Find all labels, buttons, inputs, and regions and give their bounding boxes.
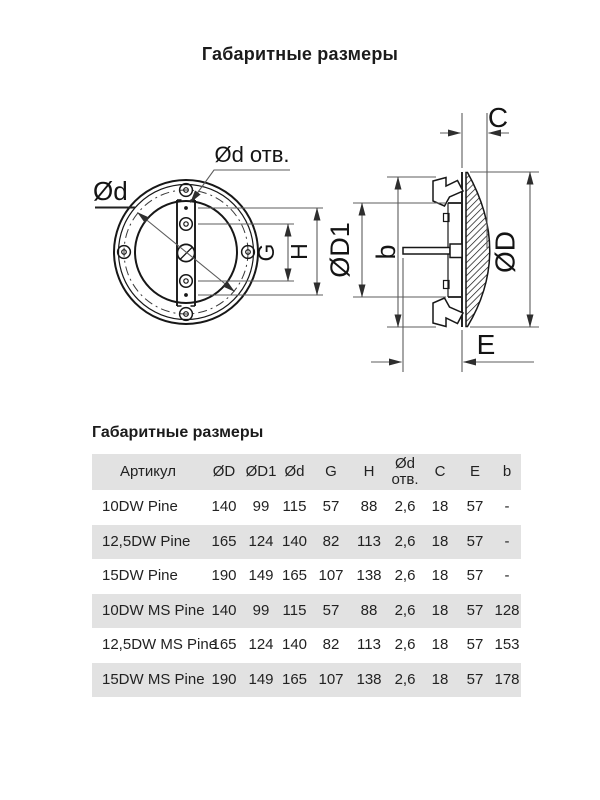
value-cell: 99 <box>252 601 270 619</box>
value-cell: 82 <box>322 636 340 653</box>
table-heading: Габаритные размеры <box>92 424 264 441</box>
column-header: ØD <box>212 462 236 480</box>
front-g-label: G <box>253 243 280 262</box>
table-row <box>92 490 521 525</box>
value-cell: 18 <box>431 567 449 584</box>
bottom-clip <box>433 298 463 327</box>
value-cell: 165 <box>281 567 308 584</box>
value-cell: 140 <box>211 601 237 619</box>
table-row <box>92 559 521 594</box>
article-cell: 12,5DW MS Pine <box>102 636 218 653</box>
column-header: G <box>325 462 337 480</box>
value-cell: 57 <box>322 498 340 515</box>
column-header: Артикул <box>120 462 176 480</box>
side-e-label: E <box>476 329 496 360</box>
column-header: Ød отв. <box>391 454 419 488</box>
column-header: ØD1 <box>245 462 277 480</box>
column-header: C <box>434 462 446 480</box>
value-cell: 190 <box>211 670 237 688</box>
value-cell: 57 <box>466 498 484 515</box>
value-cell: 115 <box>282 498 307 515</box>
value-cell: - <box>504 567 510 584</box>
dimensions-table <box>92 454 521 697</box>
side-b-label: b <box>371 244 402 260</box>
mounting-bar <box>177 200 195 306</box>
value-cell: 165 <box>211 636 237 653</box>
value-cell: 107 <box>318 567 344 584</box>
table-row <box>92 594 521 629</box>
value-cell: - <box>504 532 510 550</box>
column-header: H <box>363 462 375 480</box>
value-cell: 88 <box>360 601 378 619</box>
value-cell: 113 <box>357 636 381 653</box>
page-title: Габаритные размеры <box>201 44 399 64</box>
article-cell: 10DW MS Pine <box>102 601 205 619</box>
value-cell: 124 <box>248 532 274 550</box>
table-row <box>92 663 521 698</box>
value-cell: 107 <box>318 670 344 688</box>
article-cell: 15DW Pine <box>102 567 178 584</box>
side-d1-label: ØD1 <box>325 222 356 278</box>
value-cell: 165 <box>281 670 308 688</box>
front-hole-diameter-label: Ød отв. <box>214 142 290 167</box>
value-cell: 18 <box>431 498 449 515</box>
value-cell: 140 <box>211 498 237 515</box>
value-cell: 57 <box>322 601 340 619</box>
top-clip <box>433 178 463 207</box>
value-cell: 2,6 <box>394 670 416 688</box>
value-cell: 57 <box>466 670 484 688</box>
column-header: b <box>502 462 512 480</box>
value-cell: 124 <box>248 636 274 653</box>
value-cell: 57 <box>466 636 484 653</box>
front-h-label: H <box>286 243 313 260</box>
value-cell: 113 <box>357 532 381 550</box>
value-cell: 128 <box>494 601 520 619</box>
article-cell: 15DW MS Pine <box>102 670 205 688</box>
value-cell: 140 <box>281 532 308 550</box>
value-cell: 165 <box>211 532 237 550</box>
value-cell: 190 <box>211 567 237 584</box>
value-cell: 138 <box>356 670 382 688</box>
value-cell: 115 <box>282 601 307 619</box>
value-cell: 99 <box>252 498 270 515</box>
value-cell: 2,6 <box>394 601 416 619</box>
table-row <box>92 628 521 663</box>
value-cell: 57 <box>466 567 484 584</box>
side-c-label: C <box>487 102 509 133</box>
side-d-label: ØD <box>489 231 521 273</box>
front-diameter-label: Ød <box>93 176 128 206</box>
front-view <box>93 142 323 324</box>
article-cell: 12,5DW Pine <box>102 532 191 550</box>
value-cell: 18 <box>431 670 449 688</box>
value-cell: 88 <box>360 498 378 515</box>
value-cell: 2,6 <box>394 567 416 584</box>
value-cell: 57 <box>466 601 484 619</box>
value-cell: 149 <box>248 670 274 688</box>
value-cell: 153 <box>494 636 520 653</box>
value-cell: 149 <box>248 567 274 584</box>
value-cell: 18 <box>431 532 449 550</box>
article-cell: 10DW Pine <box>102 498 178 515</box>
value-cell: - <box>504 498 510 515</box>
table-row <box>92 525 521 560</box>
value-cell: 140 <box>281 636 308 653</box>
value-cell: 2,6 <box>394 532 416 550</box>
column-header: Ød <box>284 462 305 480</box>
stem <box>403 248 450 255</box>
value-cell: 2,6 <box>394 498 416 515</box>
side-view <box>325 102 539 372</box>
table-header-row <box>92 454 521 490</box>
value-cell: 138 <box>356 567 382 584</box>
dimensions-table-wrap <box>92 454 521 697</box>
value-cell: 18 <box>431 636 449 653</box>
grille-dome <box>466 173 490 327</box>
value-cell: 82 <box>322 532 340 550</box>
value-cell: 57 <box>466 532 484 550</box>
value-cell: 178 <box>494 670 520 688</box>
value-cell: 2,6 <box>394 636 416 653</box>
value-cell: 18 <box>431 601 449 619</box>
column-header: E <box>469 462 480 480</box>
